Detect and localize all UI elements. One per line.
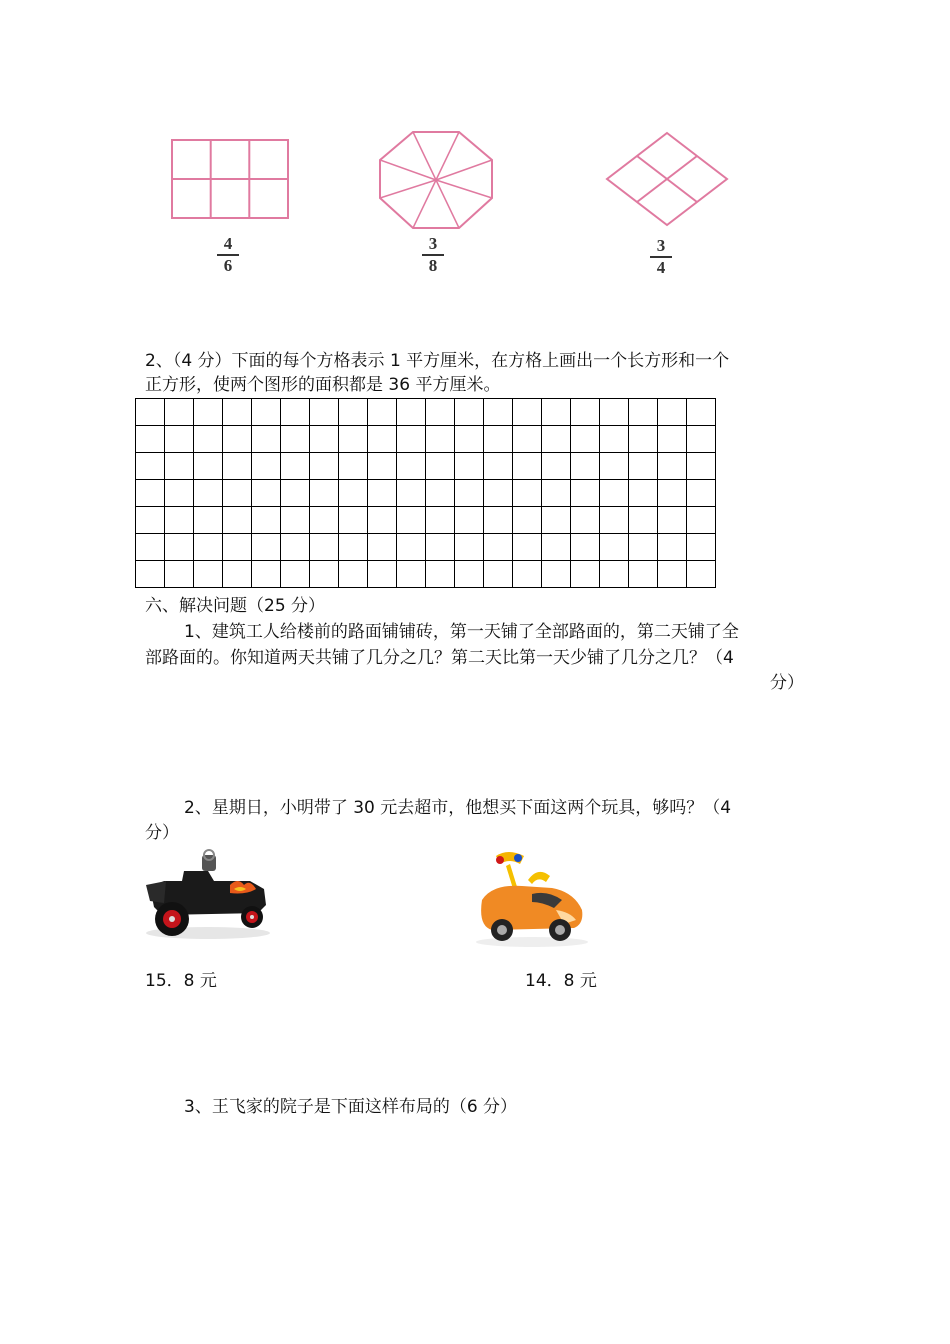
grid-row (136, 534, 716, 561)
grid-cell[interactable] (194, 561, 223, 588)
grid-cell[interactable] (658, 507, 687, 534)
grid-cell[interactable] (281, 534, 310, 561)
grid-cell[interactable] (426, 453, 455, 480)
grid-cell[interactable] (368, 399, 397, 426)
grid-cell[interactable] (310, 507, 339, 534)
grid-cell[interactable] (687, 561, 716, 588)
grid-cell[interactable] (629, 507, 658, 534)
grid-cell[interactable] (194, 480, 223, 507)
grid-cell[interactable] (165, 507, 194, 534)
grid-cell[interactable] (339, 561, 368, 588)
grid-cell[interactable] (397, 453, 426, 480)
grid-cell[interactable] (194, 399, 223, 426)
grid-cell[interactable] (281, 561, 310, 588)
grid-cell[interactable] (252, 399, 281, 426)
square-grid[interactable] (135, 398, 716, 588)
grid-cell[interactable] (600, 561, 629, 588)
grid-cell[interactable] (542, 426, 571, 453)
grid-row (136, 480, 716, 507)
problem1-line1: 1、建筑工人给楼前的路面铺铺砖，第一天铺了全部路面的，第二天铺了全 (184, 622, 739, 642)
grid-row (136, 399, 716, 426)
grid-cell[interactable] (397, 507, 426, 534)
grid-cell[interactable] (600, 480, 629, 507)
grid-cell[interactable] (397, 561, 426, 588)
grid-cell[interactable] (687, 426, 716, 453)
grid-cell[interactable] (455, 399, 484, 426)
grid-cell[interactable] (629, 453, 658, 480)
grid-cell[interactable] (484, 453, 513, 480)
grid-cell[interactable] (455, 507, 484, 534)
octagon-shape (376, 128, 496, 232)
toy-car-orange-image (470, 850, 594, 950)
grid-cell[interactable] (484, 507, 513, 534)
grid-cell[interactable] (136, 426, 165, 453)
grid-cell[interactable] (600, 426, 629, 453)
grid-cell[interactable] (426, 561, 455, 588)
q2-line2: 正方形，使两个图形的面积都是 36 平方厘米。 (145, 375, 501, 395)
grid-cell[interactable] (310, 534, 339, 561)
grid-cell[interactable] (165, 561, 194, 588)
grid-cell[interactable] (484, 480, 513, 507)
grid-cell[interactable] (658, 534, 687, 561)
grid-cell[interactable] (600, 507, 629, 534)
grid-cell[interactable] (165, 534, 194, 561)
price-toy1: 15．8 元 (145, 971, 217, 991)
fraction-3-8 (418, 235, 448, 275)
grid-cell[interactable] (136, 399, 165, 426)
grid-cell[interactable] (368, 534, 397, 561)
grid-cell[interactable] (397, 399, 426, 426)
grid-cell[interactable] (194, 453, 223, 480)
grid-cell[interactable] (339, 534, 368, 561)
grid-cell[interactable] (571, 534, 600, 561)
grid-cell[interactable] (571, 399, 600, 426)
grid-cell[interactable] (455, 453, 484, 480)
grid-cell[interactable] (165, 399, 194, 426)
grid-cell[interactable] (629, 480, 658, 507)
grid-cell[interactable] (426, 426, 455, 453)
grid-cell[interactable] (455, 426, 484, 453)
grid-cell[interactable] (455, 561, 484, 588)
grid-cell[interactable] (368, 426, 397, 453)
fraction-3-4 (646, 237, 676, 277)
grid-cell[interactable] (368, 507, 397, 534)
grid-cell[interactable] (687, 534, 716, 561)
grid-cell[interactable] (600, 534, 629, 561)
grid-cell[interactable] (136, 480, 165, 507)
grid-cell[interactable] (281, 453, 310, 480)
grid-cell[interactable] (252, 507, 281, 534)
grid-cell[interactable] (223, 426, 252, 453)
grid-cell[interactable] (629, 399, 658, 426)
grid-cell[interactable] (542, 480, 571, 507)
grid-cell[interactable] (339, 453, 368, 480)
grid-cell[interactable] (339, 426, 368, 453)
grid-cell[interactable] (513, 399, 542, 426)
grid-cell[interactable] (426, 534, 455, 561)
grid-cell[interactable] (571, 480, 600, 507)
grid-cell[interactable] (223, 399, 252, 426)
grid-cell[interactable] (194, 534, 223, 561)
grid-cell[interactable] (629, 561, 658, 588)
grid-cell[interactable] (136, 507, 165, 534)
grid-cell[interactable] (252, 480, 281, 507)
grid-cell[interactable] (455, 534, 484, 561)
price-toy2: 14．8 元 (525, 971, 597, 991)
grid-cell[interactable] (687, 453, 716, 480)
grid-cell[interactable] (571, 507, 600, 534)
rectangle-grid-shape (170, 138, 292, 222)
grid-cell[interactable] (136, 453, 165, 480)
grid-cell[interactable] (194, 507, 223, 534)
grid-row (136, 507, 716, 534)
grid-cell[interactable] (252, 561, 281, 588)
grid-cell[interactable] (658, 426, 687, 453)
section-heading: 六、解决问题（25 分） (145, 596, 326, 616)
numerator: 3 (656, 236, 666, 255)
grid-cell[interactable] (310, 480, 339, 507)
grid-cell[interactable] (455, 480, 484, 507)
grid-cell[interactable] (281, 399, 310, 426)
grid-cell[interactable] (426, 480, 455, 507)
grid-cell[interactable] (629, 426, 658, 453)
grid-cell[interactable] (513, 480, 542, 507)
grid-cell[interactable] (223, 534, 252, 561)
grid-cell[interactable] (165, 480, 194, 507)
grid-cell[interactable] (484, 426, 513, 453)
grid-row (136, 453, 716, 480)
grid-cell[interactable] (687, 399, 716, 426)
grid-cell[interactable] (310, 453, 339, 480)
grid-row (136, 561, 716, 588)
grid-cell[interactable] (223, 561, 252, 588)
grid-cell[interactable] (368, 453, 397, 480)
grid-cell[interactable] (223, 453, 252, 480)
grid-cell[interactable] (513, 534, 542, 561)
grid-cell[interactable] (165, 453, 194, 480)
denominator: 8 (428, 256, 438, 275)
fraction-4-6 (213, 235, 243, 275)
grid-cell[interactable] (252, 453, 281, 480)
grid-cell[interactable] (600, 399, 629, 426)
grid-cell[interactable] (281, 426, 310, 453)
grid-cell[interactable] (571, 453, 600, 480)
grid-cell[interactable] (571, 561, 600, 588)
toy-car-black-image (142, 845, 274, 941)
rhombus-shape (604, 130, 730, 228)
grid-cell[interactable] (368, 480, 397, 507)
grid-cell[interactable] (136, 561, 165, 588)
grid-cell[interactable] (310, 561, 339, 588)
grid-cell[interactable] (513, 453, 542, 480)
grid-cell[interactable] (397, 480, 426, 507)
grid-cell[interactable] (136, 534, 165, 561)
grid-cell[interactable] (339, 399, 368, 426)
grid-cell[interactable] (397, 426, 426, 453)
numerator: 4 (223, 234, 233, 253)
grid-cell[interactable] (542, 534, 571, 561)
problem3: 3、王飞家的院子是下面这样布局的（6 分） (184, 1097, 518, 1117)
grid-cell[interactable] (629, 534, 658, 561)
grid-cell[interactable] (542, 453, 571, 480)
denominator: 4 (656, 258, 666, 277)
problem1-line2: 部路面的。你知道两天共铺了几分之几？第二天比第一天少铺了几分之几？（4 (145, 648, 734, 668)
grid-cell[interactable] (397, 534, 426, 561)
grid-cell[interactable] (281, 480, 310, 507)
grid-cell[interactable] (687, 480, 716, 507)
grid-cell[interactable] (426, 507, 455, 534)
denominator: 6 (223, 256, 233, 275)
grid-cell[interactable] (484, 399, 513, 426)
problem2-line2: 分） (145, 823, 179, 843)
grid-cell[interactable] (658, 561, 687, 588)
grid-cell[interactable] (513, 507, 542, 534)
grid-cell[interactable] (223, 480, 252, 507)
grid-cell[interactable] (223, 507, 252, 534)
grid-cell[interactable] (252, 534, 281, 561)
grid-cell[interactable] (339, 480, 368, 507)
grid-cell[interactable] (281, 507, 310, 534)
problem1-line3: 分） (770, 673, 804, 693)
grid-row (136, 426, 716, 453)
grid-cell[interactable] (339, 507, 368, 534)
grid-cell[interactable] (513, 426, 542, 453)
grid-cell[interactable] (484, 561, 513, 588)
grid-cell[interactable] (542, 507, 571, 534)
grid-cell[interactable] (310, 426, 339, 453)
grid-cell[interactable] (484, 534, 513, 561)
grid-cell[interactable] (542, 561, 571, 588)
problem2-line1: 2、星期日，小明带了 30 元去超市，他想买下面这两个玩具，够吗？（4 (184, 798, 732, 818)
grid-cell[interactable] (571, 426, 600, 453)
grid-cell[interactable] (194, 426, 223, 453)
grid-cell[interactable] (426, 399, 455, 426)
grid-cell[interactable] (658, 453, 687, 480)
grid-cell[interactable] (542, 399, 571, 426)
grid-cell[interactable] (513, 561, 542, 588)
q2-line1: 2、（4 分）下面的每个方格表示 1 平方厘米，在方格上画出一个长方形和一个 (145, 351, 730, 371)
grid-cell[interactable] (600, 453, 629, 480)
grid-cell[interactable] (658, 399, 687, 426)
grid-cell[interactable] (687, 507, 716, 534)
grid-cell[interactable] (165, 426, 194, 453)
grid-cell[interactable] (310, 399, 339, 426)
grid-cell[interactable] (252, 426, 281, 453)
numerator: 3 (428, 234, 438, 253)
grid-cell[interactable] (368, 561, 397, 588)
grid-cell[interactable] (658, 480, 687, 507)
